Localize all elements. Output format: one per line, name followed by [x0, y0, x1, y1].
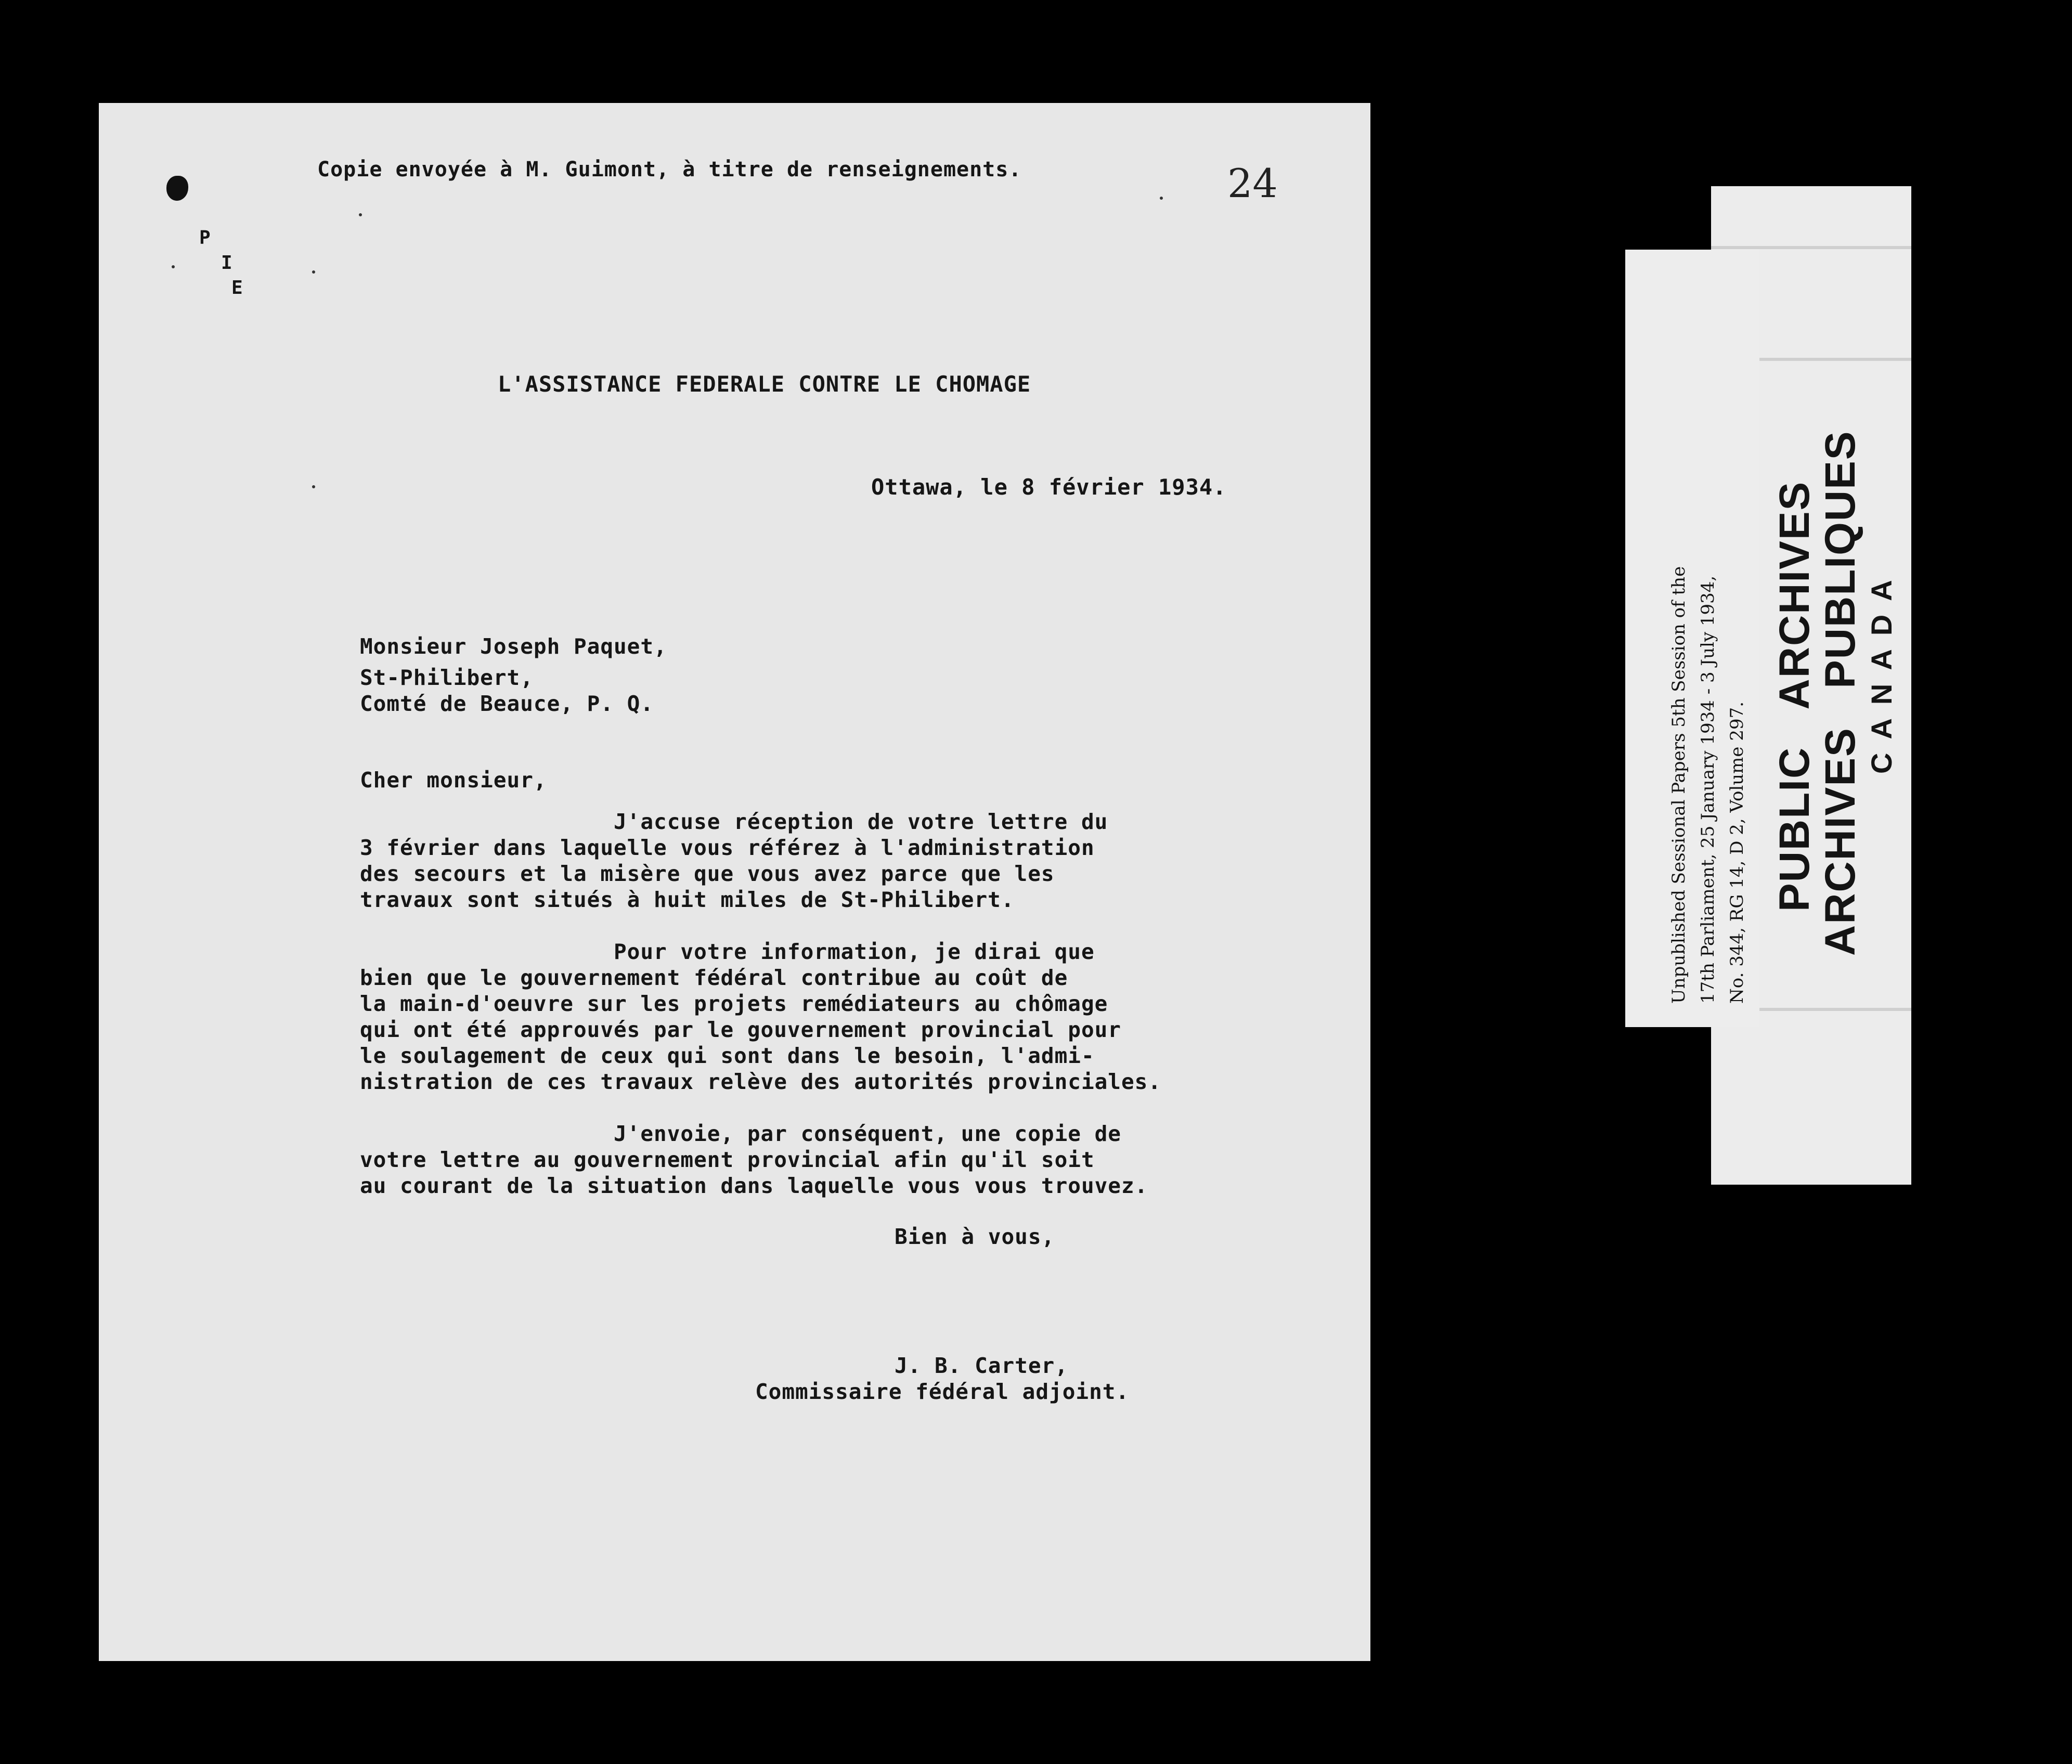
signature-name: J. B. Carter,	[895, 1353, 1068, 1378]
paragraph-line: J'accuse réception de votre lettre du	[614, 809, 1108, 834]
address-line: Comté de Beauce, P. Q.	[360, 691, 654, 716]
paper-speck	[312, 270, 315, 274]
stamp-archives-publiques: ARCHIVES PUBLIQUES	[1817, 430, 1864, 956]
paragraph-line: travaux sont situés à huit miles de St-Philibert.	[360, 887, 1015, 912]
paper-speck	[312, 485, 315, 488]
paragraph-line: bien que le gouvernement fédéral contribue au coût de	[360, 965, 1068, 990]
paragraph-line: votre lettre au gouvernement provincial afin qu'il soit	[360, 1147, 1095, 1172]
letter-heading: L'ASSISTANCE FEDERALE CONTRE LE CHOMAGE	[498, 371, 1031, 397]
paragraph-line: des secours et la misère que vous avez parce que les	[360, 861, 1055, 886]
tag-line: 17th Parliament, 25 January 1934 - 3 July 1934,	[1698, 575, 1718, 1004]
band-fold	[1711, 246, 1911, 249]
paper-speck	[1160, 197, 1163, 200]
stamp-canada: CANADA	[1865, 566, 1898, 774]
letter-page	[99, 103, 1370, 1661]
date-line: Ottawa, le 8 février 1934.	[871, 474, 1227, 500]
archive-reference-tag	[1625, 250, 1759, 1027]
paragraph-line: nistration de ces travaux relève des autorités provinciales.	[360, 1069, 1162, 1094]
copie-letter-i: I	[221, 252, 233, 274]
signature-title: Commissaire fédéral adjoint.	[755, 1379, 1130, 1404]
tag-line: No. 344, RG 14, D 2, Volume 297.	[1727, 701, 1747, 1004]
copie-letter-e: E	[231, 277, 243, 299]
paper-speck	[172, 265, 175, 268]
paragraph-line: la main-d'oeuvre sur les projets remédiateurs au chômage	[360, 991, 1108, 1016]
paragraph-line: au courant de la situation dans laquelle vous vous trouvez.	[360, 1173, 1148, 1198]
paragraph-line: 3 février dans laquelle vous référez à l'administration	[360, 835, 1095, 860]
closing: Bien à vous,	[895, 1224, 1055, 1249]
copy-note: Copie envoyée à M. Guimont, à titre de renseignements.	[317, 158, 1022, 181]
tag-line: Unpublished Sessional Papers 5th Session of the	[1668, 566, 1689, 1004]
address-line: St-Philibert,	[360, 665, 534, 690]
copie-letter-p: P	[199, 227, 211, 249]
paragraph-line: qui ont été approuvés par le gouvernement provincial pour	[360, 1017, 1121, 1042]
ink-blot	[166, 176, 188, 201]
paragraph-line: Pour votre information, je dirai que	[614, 939, 1095, 964]
paper-speck	[359, 213, 362, 216]
salutation: Cher monsieur,	[360, 768, 547, 793]
address-line: Monsieur Joseph Paquet,	[360, 634, 667, 659]
paragraph-line: le soulagement de ceux qui sont dans le besoin, l'admi-	[360, 1043, 1095, 1068]
page-number: 24	[1227, 160, 1278, 206]
paragraph-line: J'envoie, par conséquent, une copie de	[614, 1121, 1121, 1146]
stamp-public-archives: PUBLIC ARCHIVES	[1771, 481, 1818, 912]
